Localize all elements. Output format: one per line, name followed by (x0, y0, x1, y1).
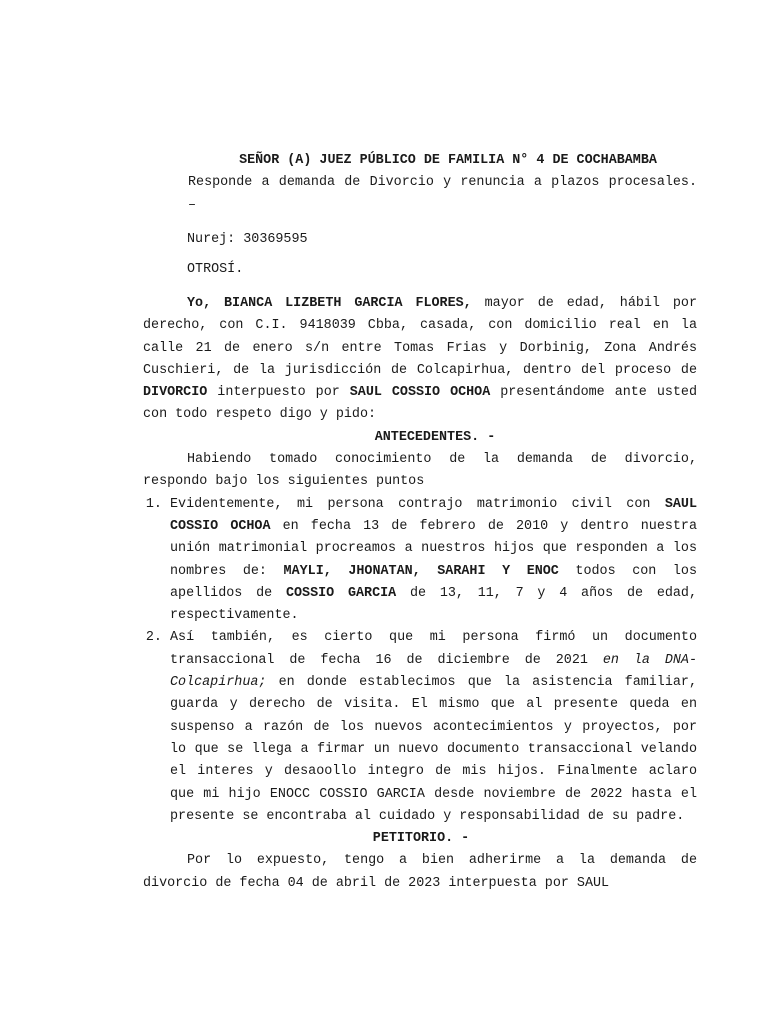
list-item: 2. Así también, es cierto que mi persona firmó un documento transaccional de fecha 16 de diciembre de 2021 en la DNA-Colcapirhua; en donde establecimos que la asistencia familiar, guarda y derecho de visita. El mismo que al presente queda en suspenso a razón de los nuevos acontecimientos y proyectos, por lo que se llega a firmar un nuevo documento transaccional velando el interes y desaoollo integro de mis hijos. Finalmente aclaro que mi hijo ENOCC COSSIO GARCIA desde noviembre de 2022 hasta el presente se encontraba al cuidado y responsabilidad de su padre. (170, 627, 697, 828)
intro-paragraph: Yo, BIANCA LIZBETH GARCIA FLORES, mayor de edad, hábil por derecho, con C.I. 9418039 Cbba, casada, con domicilio real en la calle 21 de enero s/n entre Tomas Frias y Dorbinig, Zona Andrés Cuschieri, de la jurisdicción de Colcapirhua, dentro del proceso de DIVORCIO interpuesto por SAUL COSSIO OCHOA presentándome ante usted con todo respeto digo y pido: (143, 296, 697, 423)
list-item: 1. Evidentemente, mi persona contrajo matrimonio civil con SAUL COSSIO OCHOA en fecha 13 de febrero de 2010 y dentro nuestra unión matrimonial procreamos a nuestros hijos que responden a los nombres de: MAYLI, JHONATAN, SARAHI Y ENOC todos con los apellidos de COSSIO GARCIA de 13, 11, 7 y 4 años de edad, respectivamente. (170, 494, 697, 628)
court-addressee-title: SEÑOR (A) JUEZ PÚBLICO DE FAMILIA N° 4 DE COCHABAMBA (239, 153, 657, 168)
nurej-number: Nurej: 30369595 (187, 232, 308, 247)
petitorio-paragraph: Por lo expuesto, tengo a bien adherirme a la demanda de divorcio de fecha 04 de abril de 2023 interpuesta por SAUL (143, 853, 697, 891)
process-type: DIVORCIO (143, 385, 208, 401)
plaintiff-name: SAUL COSSIO OCHOA (349, 385, 491, 401)
petitioner-name: Yo, BIANCA LIZBETH GARCIA FLORES, (187, 296, 472, 311)
antecedentes-paragraph: Habiendo tomado conocimiento de la demanda de divorcio, respondo bajo los siguientes puntos (143, 452, 697, 490)
antecedentes-heading: ANTECEDENTES. - (374, 429, 496, 445)
antecedentes-list (143, 494, 697, 828)
petitorio-heading: PETITORIO. - (372, 831, 470, 847)
document-body (143, 150, 697, 895)
document-summary: Responde a demanda de Divorcio y renuncia a plazos procesales. – (188, 175, 697, 213)
otrosi-label: OTROSÍ. (187, 262, 244, 277)
